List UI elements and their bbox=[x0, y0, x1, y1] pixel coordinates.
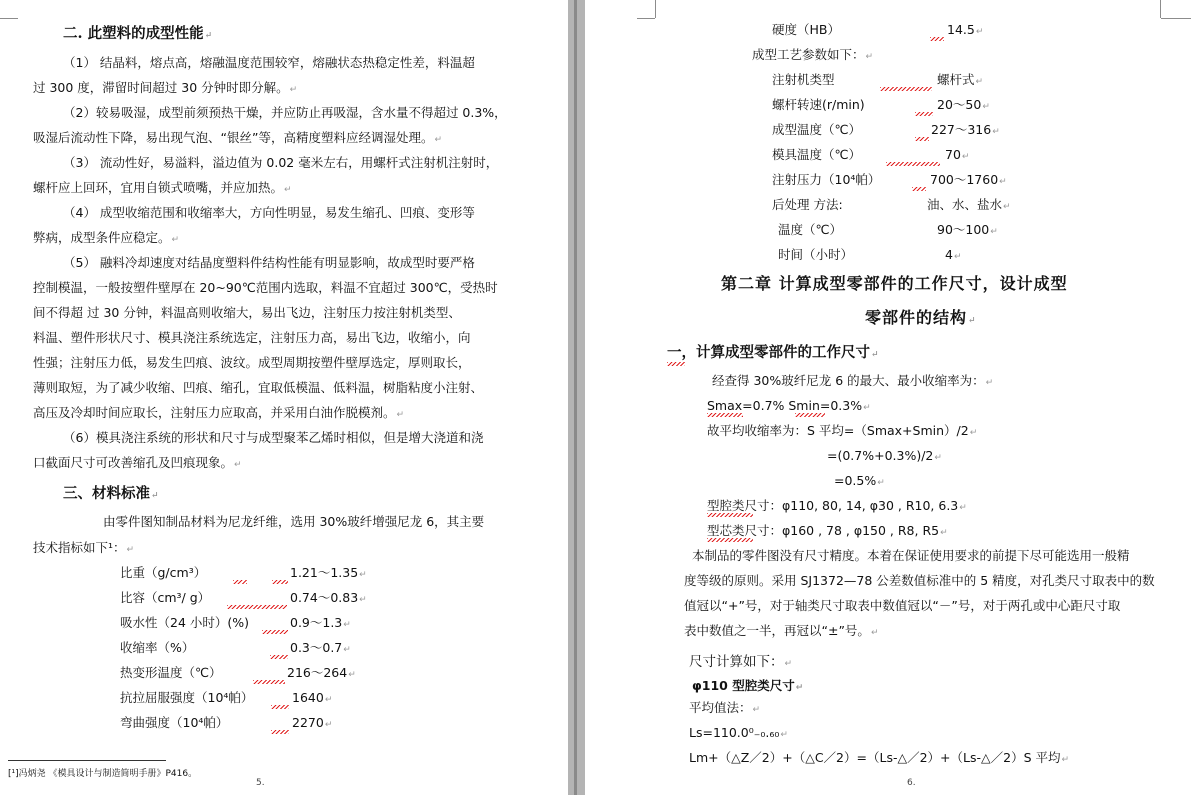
property-name: 比重（g/cm³） bbox=[120, 565, 207, 580]
property-value: 2270↵ bbox=[292, 715, 333, 730]
para-line: （4） 成型收缩范围和收缩率大，方向性明显，易发生缩孔、凹痕、变形等 bbox=[63, 205, 475, 220]
body-line: 值冠以“+”号，对于轴类尺寸取表中数值冠以“－”号，对于两孔或中心距尺寸取 bbox=[684, 598, 1121, 613]
spellcheck-mark bbox=[227, 605, 287, 609]
property-value: 1.21～1.35↵ bbox=[290, 565, 367, 580]
property-name: 收缩率（%） bbox=[120, 640, 195, 655]
formula-step: =(0.7%+0.3%)/2↵ bbox=[827, 448, 942, 463]
param-name: 温度（℃） bbox=[778, 222, 843, 237]
crop-mark bbox=[1161, 18, 1191, 19]
param-value: 90～100↵ bbox=[937, 222, 998, 237]
property-name: 抗拉屈服强度（10⁴帕） bbox=[120, 690, 254, 705]
para-line: 料温、塑件形状尺寸、模具浇注系统选定，注射压力高，易出飞边，收缩小，向 bbox=[33, 330, 471, 345]
section-heading-material: 三、材料标准↵ bbox=[63, 485, 159, 502]
spellcheck-mark bbox=[707, 413, 743, 417]
param-name: 时间（小时） bbox=[778, 247, 854, 262]
page-number: 5. bbox=[256, 778, 265, 788]
para-line: 性强；注射压力低，易发生凹痕、波纹。成型周期按塑件壁厚选定，厚则取长， bbox=[33, 355, 471, 370]
para-line: 螺杆应上回环，宜用自锁式喷嘴，并应加热。↵ bbox=[33, 180, 292, 195]
material-intro: 技术指标如下¹：↵ bbox=[33, 540, 135, 555]
chapter-title: 第二章 计算成型零部件的工作尺寸，设计成型 bbox=[721, 274, 1068, 293]
param-value: 700～1760↵ bbox=[930, 172, 1007, 187]
para-line: 弊病，成型条件应稳定。↵ bbox=[33, 230, 180, 245]
param-name: 成型温度（℃） bbox=[772, 122, 862, 137]
spellcheck-mark bbox=[262, 630, 288, 634]
param-name: 注射压力（10⁴帕） bbox=[772, 172, 881, 187]
para-line: 口截面尺寸可改善缩孔及凹痕现象。↵ bbox=[33, 455, 242, 470]
cavity-label: φ110 型腔类尺寸↵ bbox=[692, 678, 804, 693]
property-name: 弯曲强度（10⁴帕） bbox=[120, 715, 229, 730]
spellcheck-mark bbox=[707, 513, 753, 517]
param-name: 螺杆转速(r/min) bbox=[772, 97, 865, 112]
property-value: 1640↵ bbox=[292, 690, 333, 705]
section-heading-molding: 二. 此塑料的成型性能↵ bbox=[63, 25, 213, 42]
spellcheck-mark bbox=[886, 162, 940, 166]
property-value: 0.74～0.83↵ bbox=[290, 590, 367, 605]
spellcheck-mark bbox=[912, 187, 926, 191]
crop-mark bbox=[1160, 0, 1161, 18]
average-shrinkage-formula: 故平均收缩率为：S 平均=（Smax+Smin）/2↵ bbox=[707, 423, 978, 438]
param-value: 螺杆式↵ bbox=[937, 72, 984, 87]
property-name: 吸水性（24 小时）(%) bbox=[120, 615, 250, 630]
body-line: 度等级的原则。采用 SJ1372—78 公差数值标准中的 5 精度，对孔类尺寸取表中的数 bbox=[684, 573, 1155, 588]
section-heading-dimensions: 一，计算成型零部件的工作尺寸↵ bbox=[667, 344, 879, 361]
spellcheck-mark bbox=[271, 730, 289, 734]
para-line: 间不得超 过 30 分钟，料温高则收缩大，易出飞边，注射压力按注射机类型、 bbox=[33, 305, 461, 320]
para-line: （3） 流动性好，易溢料，溢边值为 0.02 毫米左右，用螺杆式注射机注射时， bbox=[63, 155, 499, 170]
para-line: （1） 结晶料，熔点高，熔融温度范围较窄，熔融状态热稳定性差，料温超 bbox=[63, 55, 475, 70]
spellcheck-mark bbox=[915, 137, 929, 141]
para-line: 薄则取短，为了减少收缩、凹痕、缩孔，宜取低模温、低料温，树脂粘度小注射、 bbox=[33, 380, 484, 395]
spellcheck-mark bbox=[253, 680, 285, 684]
spellcheck-mark bbox=[795, 413, 825, 417]
spellcheck-mark bbox=[271, 705, 289, 709]
chapter-title-continued: 零部件的结构↵ bbox=[865, 308, 977, 327]
spellcheck-mark bbox=[270, 655, 288, 659]
cavity-dimensions: 型腔类尺寸：φ110, 80, 14, φ30 , R10, 6.3↵ bbox=[707, 498, 967, 513]
hardness-value: 14.5↵ bbox=[947, 22, 984, 37]
spellcheck-mark bbox=[233, 580, 247, 584]
crop-mark bbox=[0, 18, 18, 19]
param-value: 227～316↵ bbox=[931, 122, 1000, 137]
body-line: 表中数值之一半，再冠以“±”号。↵ bbox=[684, 623, 879, 638]
body-line: 本制品的零件图没有尺寸精度。本着在保证使用要求的前提下尽可能选用一般精 bbox=[692, 548, 1130, 563]
document-page-5 bbox=[0, 0, 568, 795]
para-line: （2）较易吸湿，成型前须预热干燥，并应防止再吸湿，含水量不得超过 0.3%， bbox=[63, 105, 507, 120]
spellcheck-mark bbox=[707, 538, 753, 542]
ls-value: Ls=110.0⁰₋₀.₆₀↵ bbox=[689, 725, 788, 740]
document-page-6 bbox=[585, 0, 1202, 795]
param-name: 后处理 方法: bbox=[772, 197, 843, 212]
para-line: 控制模温，一般按塑件壁厚在 20~90℃范围内选取，料温不宜超过 300℃，受热时 bbox=[33, 280, 498, 295]
crop-mark bbox=[637, 18, 655, 19]
crop-mark bbox=[655, 0, 656, 18]
param-value: 油、水、盐水↵ bbox=[927, 197, 1011, 212]
material-intro: 由零件图知制品材料为尼龙纤维，选用 30%玻纤增强尼龙 6，其主要 bbox=[103, 514, 485, 529]
core-dimensions: 型芯类尺寸：φ160 , 78 , φ150 , R8, R5↵ bbox=[707, 523, 948, 538]
para-line: 高压及冷却时间应取长，注射压力应取高，并采用白油作脱模剂。↵ bbox=[33, 405, 405, 420]
formula-result: =0.5%↵ bbox=[834, 473, 885, 488]
property-name: 热变形温度（℃） bbox=[120, 665, 222, 680]
spellcheck-mark bbox=[930, 37, 944, 41]
body-line: 经查得 30%玻纤尼龙 6 的最大、最小收缩率为：↵ bbox=[712, 373, 994, 388]
param-value: 20～50↵ bbox=[937, 97, 990, 112]
spellcheck-mark bbox=[915, 112, 933, 116]
footnote-separator bbox=[8, 760, 166, 761]
calc-title: 尺寸计算如下：↵ bbox=[689, 654, 793, 670]
hardness-name: 硬度（HB） bbox=[772, 22, 840, 37]
para-line: （6）模具浇注系统的形状和尺寸与成型聚苯乙烯时相似，但是增大浇道和浇 bbox=[63, 430, 484, 445]
page-number: 6. bbox=[907, 778, 916, 788]
property-value: 216～264↵ bbox=[287, 665, 356, 680]
para-line: （5） 融料冷却速度对结晶度塑料件结构性能有明显影响，故成型时要严格 bbox=[63, 255, 475, 270]
param-name: 模具温度（℃） bbox=[772, 147, 862, 162]
spellcheck-mark bbox=[880, 87, 932, 91]
para-line: 吸湿后流动性下降，易出现气泡、“银丝”等，高精度塑料应经调湿处理。↵ bbox=[33, 130, 442, 145]
param-value: 4↵ bbox=[945, 247, 962, 262]
spellcheck-mark bbox=[272, 580, 288, 584]
para-line: 过 300 度，滞留时间超过 30 分钟时即分解。↵ bbox=[33, 80, 298, 95]
params-title: 成型工艺参数如下：↵ bbox=[752, 47, 874, 62]
property-name: 比容（cm³/ g） bbox=[120, 590, 211, 605]
property-value: 0.9～1.3↵ bbox=[290, 615, 351, 630]
page-gap-line bbox=[574, 0, 577, 795]
footnote: [¹]冯炳尧 《模具设计与制造简明手册》P416。 bbox=[8, 769, 198, 779]
shrinkage-values: Smax=0.7% Smin=0.3%↵ bbox=[707, 398, 871, 413]
param-name: 注射机类型 bbox=[772, 72, 835, 87]
property-value: 0.3～0.7↵ bbox=[290, 640, 351, 655]
spellcheck-mark bbox=[667, 362, 685, 366]
param-value: 70↵ bbox=[945, 147, 970, 162]
average-method-label: 平均值法：↵ bbox=[689, 700, 761, 715]
lm-formula: Lm+（△Z／2）+（△C／2）=（Ls-△／2）+（Ls-△／2）S 平均↵ bbox=[689, 750, 1070, 765]
